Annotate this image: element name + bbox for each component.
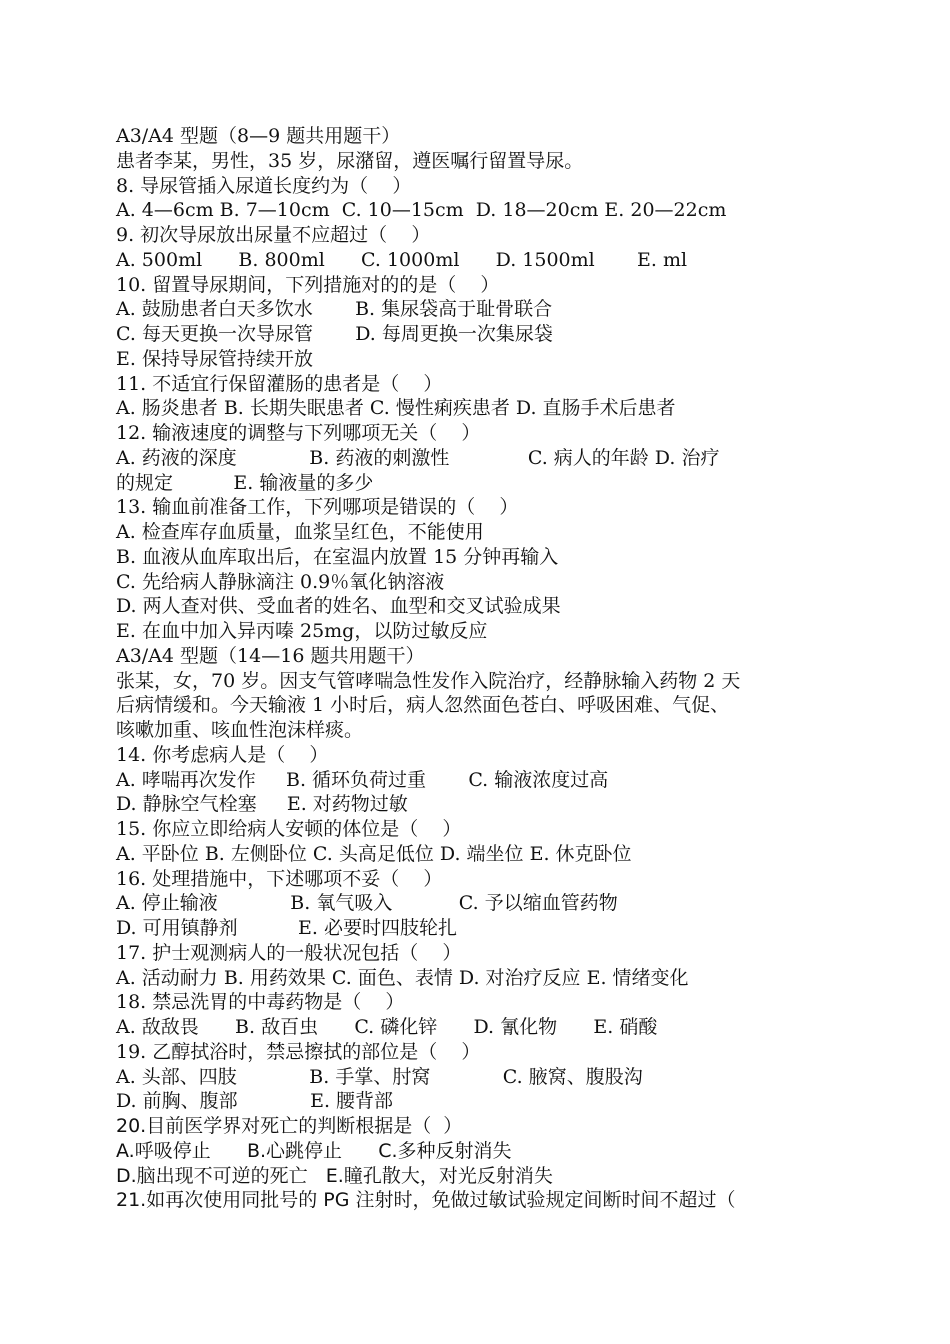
text-line: 9. 初次导尿放出尿量不应超过（ ） [116,224,431,246]
text-line: 17. 护士观测病人的一般状况包括（ ） [116,941,462,964]
text-line: E. 保持导尿管持续开放 [116,347,313,370]
text-line: D.脑出现不可逆的死亡 E.瞳孔散大，对光反射消失 [116,1164,553,1187]
text-line: 14. 你考虑病人是（ ） [116,743,329,766]
text-line: E. 在血中加入异丙嗪 25mg，以防过敏反应 [116,620,488,642]
text-line: 患者李某，男性，35 岁，尿潴留，遵医嘱行留置导尿。 [116,149,584,172]
text-line: 8. 导尿管插入尿道长度约为（ ） [116,174,412,197]
text-line: A.呼吸停止 B.心跳停止 C.多种反射消失 [116,1139,512,1162]
text-line: 11. 不适宜行保留灌肠的患者是（ ） [116,372,443,395]
text-line: 18. 禁忌洗胃的中毒药物是（ ） [116,991,405,1014]
text-line: 15. 你应立即给病人安顿的体位是（ ） [116,818,462,840]
text-line: 13. 输血前准备工作，下列哪项是错误的（ ） [116,496,519,519]
text-line: D. 可用镇静剂 E. 必要时四肢轮扎 [116,917,457,939]
text-line: 20.目前医学界对死亡的判断根据是（ ） [116,1115,463,1137]
text-line: 的规定 E. 输液量的多少 [116,471,374,494]
document-body [116,124,856,1213]
text-line: 咳嗽加重、咳血性泡沫样痰。 [116,719,364,741]
text-line: A. 平卧位 B. 左侧卧位 C. 头高足低位 D. 端坐位 E. 休克卧位 [116,842,632,865]
text-line: A. 肠炎患者 B. 长期失眠患者 C. 慢性痢疾患者 D. 直肠手术后患者 [116,397,676,420]
text-line: B. 血液从血库取出后，在室温内放置 15 分钟再输入 [116,545,559,568]
text-line: A. 哮喘再次发作 B. 循环负荷过重 C. 输液浓度过高 [116,768,609,791]
text-line: A3/A4 型题（8—9 题共用题干） [116,125,401,147]
text-line: 12. 输液速度的调整与下列哪项无关（ ） [116,422,481,444]
text-line: A. 检查库存血质量，血浆呈红色，不能使用 [116,521,484,543]
text-line: 10. 留置导尿期间，下列措施对的的是（ ） [116,273,500,296]
text-line: A. 鼓励患者白天多饮水 B. 集尿袋高于耻骨联合 [116,298,553,321]
text-line: 张某，女，70 岁。因支气管哮喘急性发作入院治疗，经静脉输入药物 2 天 [116,669,741,692]
text-line: A. 停止输液 B. 氧气吸入 C. 予以缩血管药物 [116,892,618,915]
text-line: D. 前胸、腹部 E. 腰背部 [116,1090,394,1113]
text-line: A. 头部、四肢 B. 手掌、肘窝 C. 腋窝、腹股沟 [116,1065,643,1088]
text-line: A. 药液的深度 B. 药液的刺激性 C. 病人的年龄 D. 治疗 [116,446,720,469]
text-line: 后病情缓和。今天输液 1 小时后，病人忽然面色苍白、呼吸困难、气促、 [116,694,730,717]
text-line: 19. 乙醇拭浴时，禁忌擦拭的部位是（ ） [116,1040,481,1063]
text-line: C. 每天更换一次导尿管 D. 每周更换一次集尿袋 [116,323,553,345]
text-line: C. 先给病人静脉滴注 0.9％氧化钠溶液 [116,570,445,593]
text-line: A. 4—6cm B. 7—10cm C. 10—15cm D. 18—20cm E. 20—22cm [116,199,727,222]
text-line: D. 静脉空气栓塞 E. 对药物过敏 [116,793,408,816]
text-line: 16. 处理措施中，下述哪项不妥（ ） [116,867,443,890]
text-line: A. 敌敌畏 B. 敌百虫 C. 磷化锌 D. 氰化物 E. 硝酸 [116,1016,658,1038]
text-line: A3/A4 型题（14—16 题共用题干） [116,644,425,667]
text-line: 21.如再次使用同批号的 PG 注射时，免做过敏试验规定间断时间不超过（ [116,1189,736,1212]
text-line: A. 500ml B. 800ml C. 1000ml D. 1500ml E. ml [116,248,688,271]
text-line: D. 两人查对供、受血者的姓名、血型和交叉试验成果 [116,595,561,618]
text-line: A. 活动耐力 B. 用药效果 C. 面色、表情 D. 对治疗反应 E. 情绪变化 [116,966,689,989]
